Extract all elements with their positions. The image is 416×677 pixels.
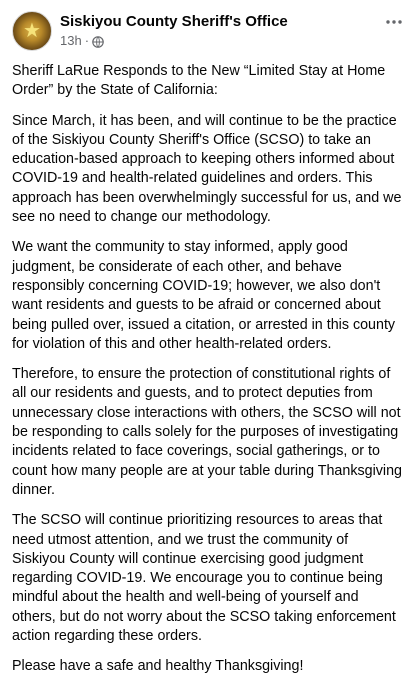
separator-dot: · [84,33,90,48]
post-subline [60,32,288,49]
post-header [12,11,404,55]
post-paragraph: Since March, it has been, and will continue to be the practice of the Siskiyou County Sheriff's Office (SCSO) to take an education-based approach to keeping others informed about COVID-19 and health-related guidelines and orders. This approach has been overwhelmingly successful for us, and we see no need to change our methodology. [12,112,402,226]
post-paragraph: We want the community to stay informed, apply good judgment, be considerate of each other, and behave responsibly concerning COVID-19; however, we also don't want residents and guests to be afraid or concerned about being pulled over, issued a citation, or arrested in this county for violation of this and other health-related orders. [12,239,396,352]
post-timestamp[interactable]: 13h [60,33,82,48]
post-body [12,62,404,677]
more-options-icon[interactable] [384,12,404,32]
page-avatar[interactable] [12,11,52,51]
post-paragraph: The SCSO will continue prioritizing resources to areas that need utmost attention, and we trust the community of Siskiyou County will continue exercising good judgment regarding COVID-19. We encourage you to continue being mindful about the health and well-being of yourself and others, but do not worry about the SCSO taking enforcement action regarding these orders. [12,512,396,645]
page-name-link[interactable]: Siskiyou County Sheriff's Office [60,13,288,30]
post-paragraph-closing: Please have a safe and healthy Thanksgiving! [12,658,304,675]
globe-icon [92,35,104,47]
post-paragraph-title: Sheriff LaRue Responds to the New “Limited Stay at Home Order” by the State of California: [12,63,386,99]
post-meta [60,11,288,49]
post-paragraph: Therefore, to ensure the protection of constitutional rights of all our residents and guests, and to protect deputies from unnecessary close interactions with others, the SCSO will not be responding to calls solely for the purposes of investigating incidents related to face coverings, social gatherings, or to count how many people are at your table during Thanksgiving dinner. [12,366,402,498]
